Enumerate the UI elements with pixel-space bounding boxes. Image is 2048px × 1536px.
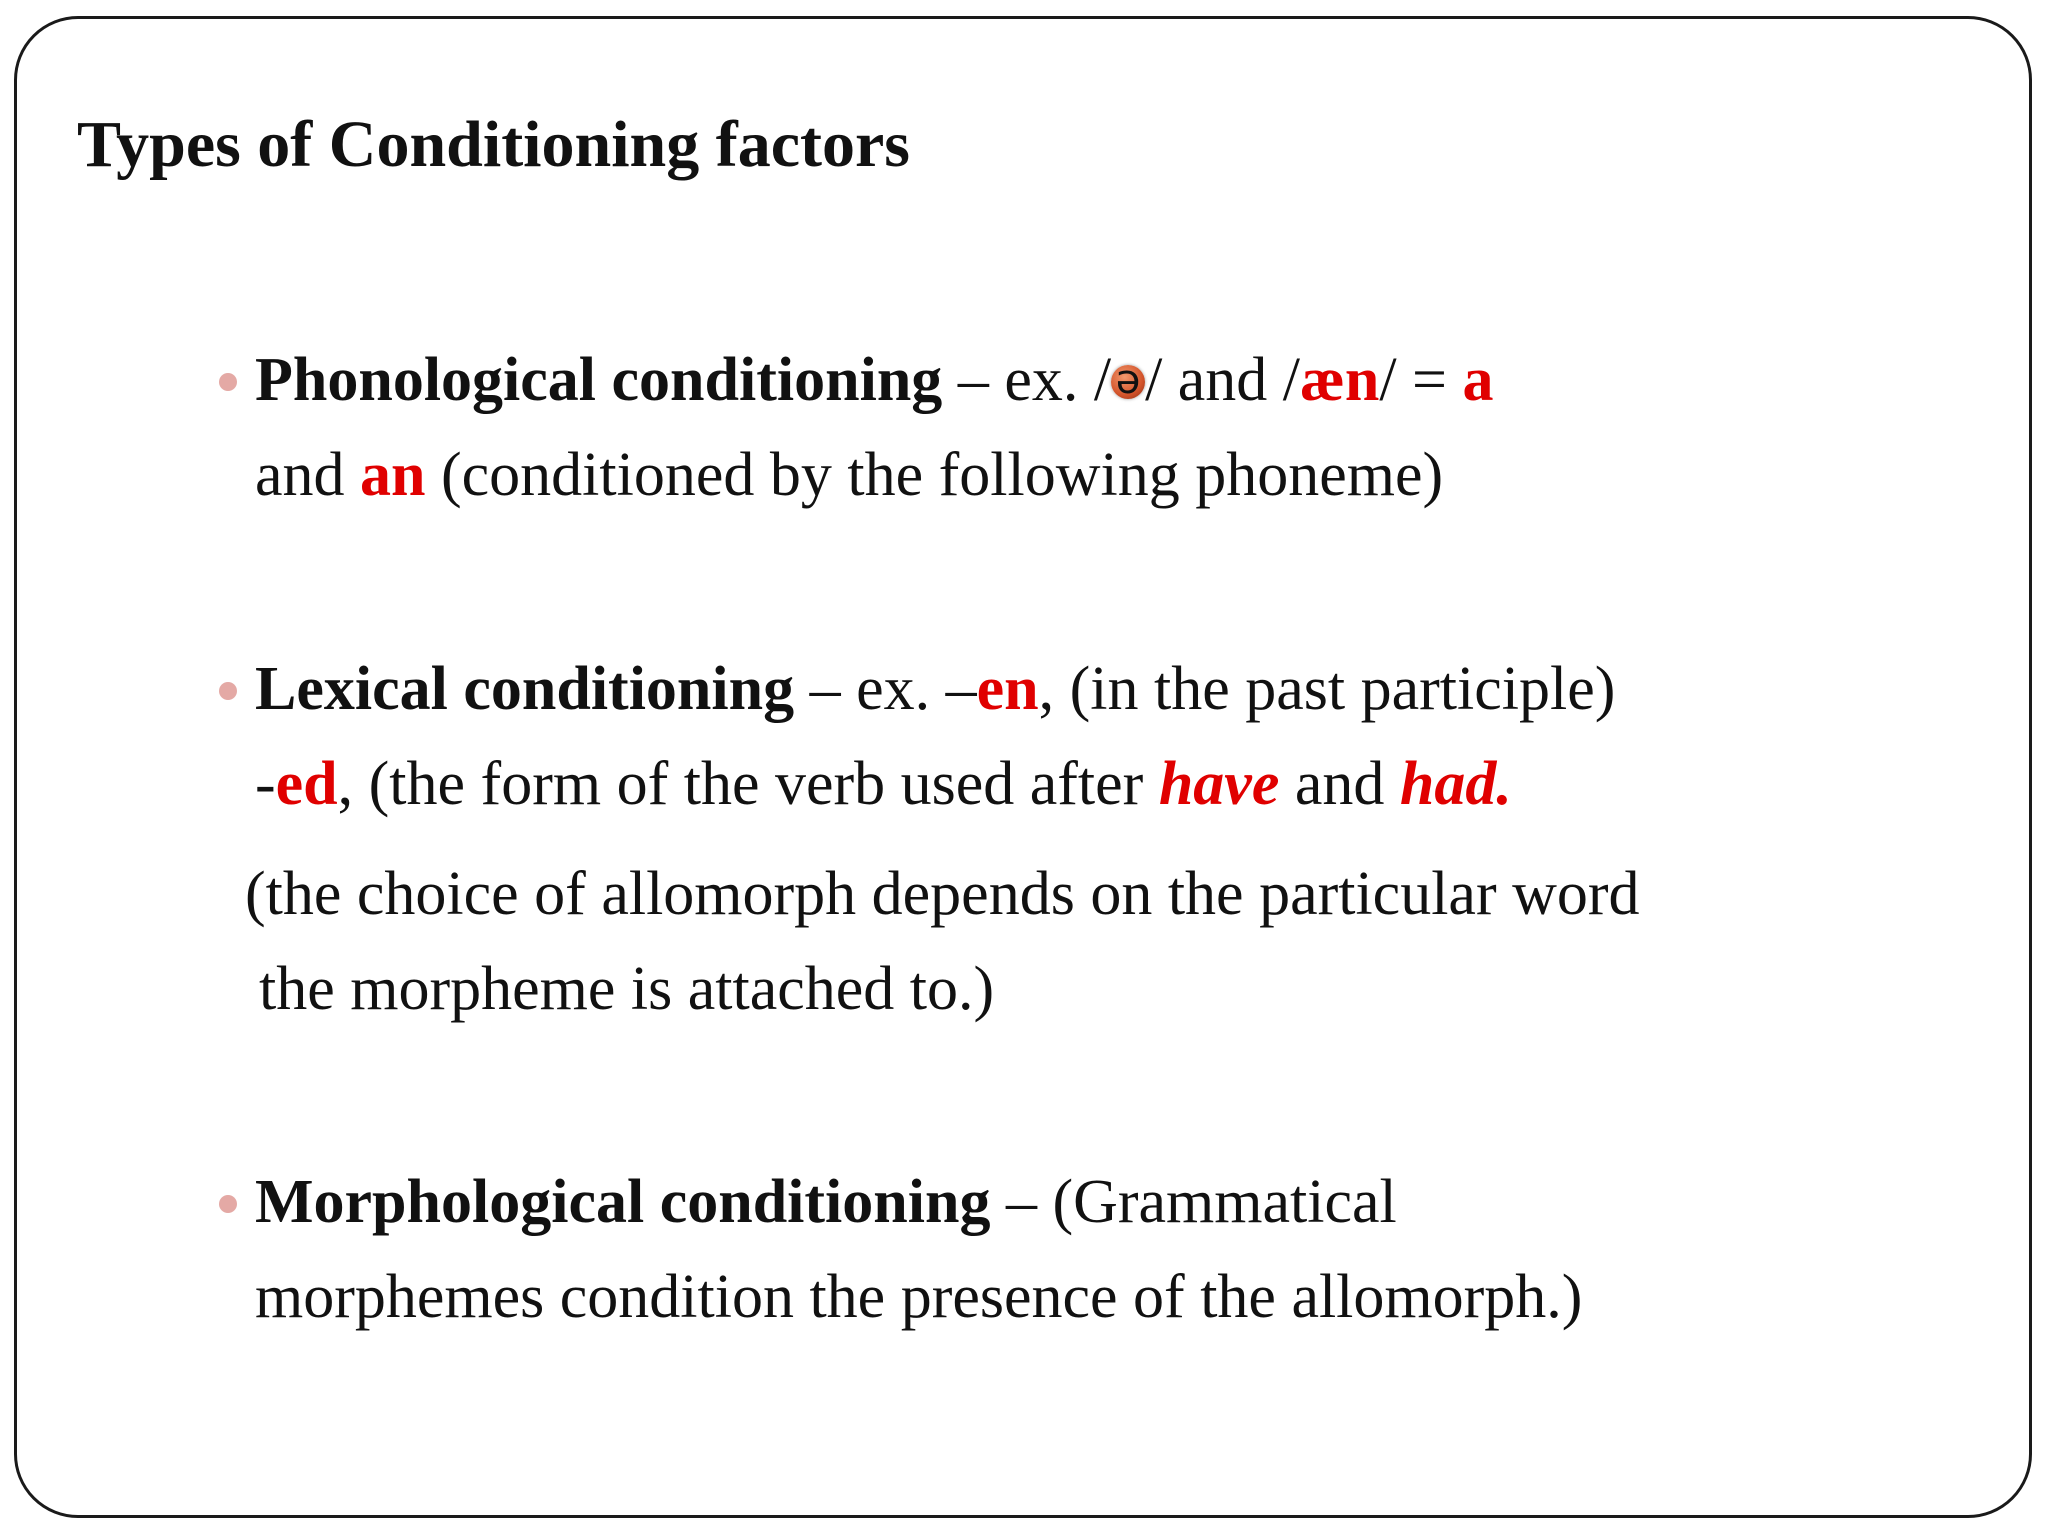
note-line: (the choice of allomorph depends on the particular word (245, 860, 1640, 928)
bullet-text: and (1279, 750, 1400, 818)
bullet-text: and (255, 441, 361, 509)
highlight-text: a (1462, 346, 1494, 414)
lexical-note (245, 847, 2005, 1037)
schwa-symbol (1111, 333, 1145, 428)
bullet-text: – ex. – (794, 655, 977, 723)
highlight-text: had. (1399, 750, 1512, 818)
highlight-text: en (976, 655, 1039, 723)
note-line: the morpheme is attached to.) (259, 955, 995, 1023)
bullet-lexical (255, 642, 1985, 832)
bullet-text: - (255, 750, 276, 818)
bullet-text: , (in the past participle) (1038, 655, 1616, 723)
bullet-dot (219, 682, 237, 700)
highlight-text: æn (1300, 346, 1380, 414)
bullet-text: / and / (1145, 346, 1301, 414)
bullet-text: – (Grammatical (990, 1168, 1397, 1236)
bullet-morphological (255, 1155, 1985, 1345)
bullet-dot (219, 373, 237, 391)
bullet-heading: Phonological conditioning (255, 346, 943, 414)
bullet-text: – ex. / (942, 346, 1112, 414)
bullet-text: (conditioned by the following phoneme) (425, 441, 1444, 509)
bullet-text: morphemes condition the presence of the allomorph.) (255, 1263, 1583, 1331)
highlight-text: have (1158, 750, 1280, 818)
bullet-heading: Morphological conditioning (255, 1168, 991, 1236)
bullet-phonological (255, 333, 1985, 523)
bullet-text: / = (1379, 346, 1463, 414)
bullet-dot (219, 1195, 237, 1213)
slide (14, 16, 2032, 1518)
slide-title: Types of Conditioning factors (77, 108, 910, 181)
highlight-text: ed (275, 750, 338, 818)
schwa-glyph: ə (1115, 357, 1141, 403)
highlight-text: an (360, 441, 426, 509)
bullet-text: , (the form of the verb used after (337, 750, 1159, 818)
bullet-heading: Lexical conditioning (255, 655, 795, 723)
